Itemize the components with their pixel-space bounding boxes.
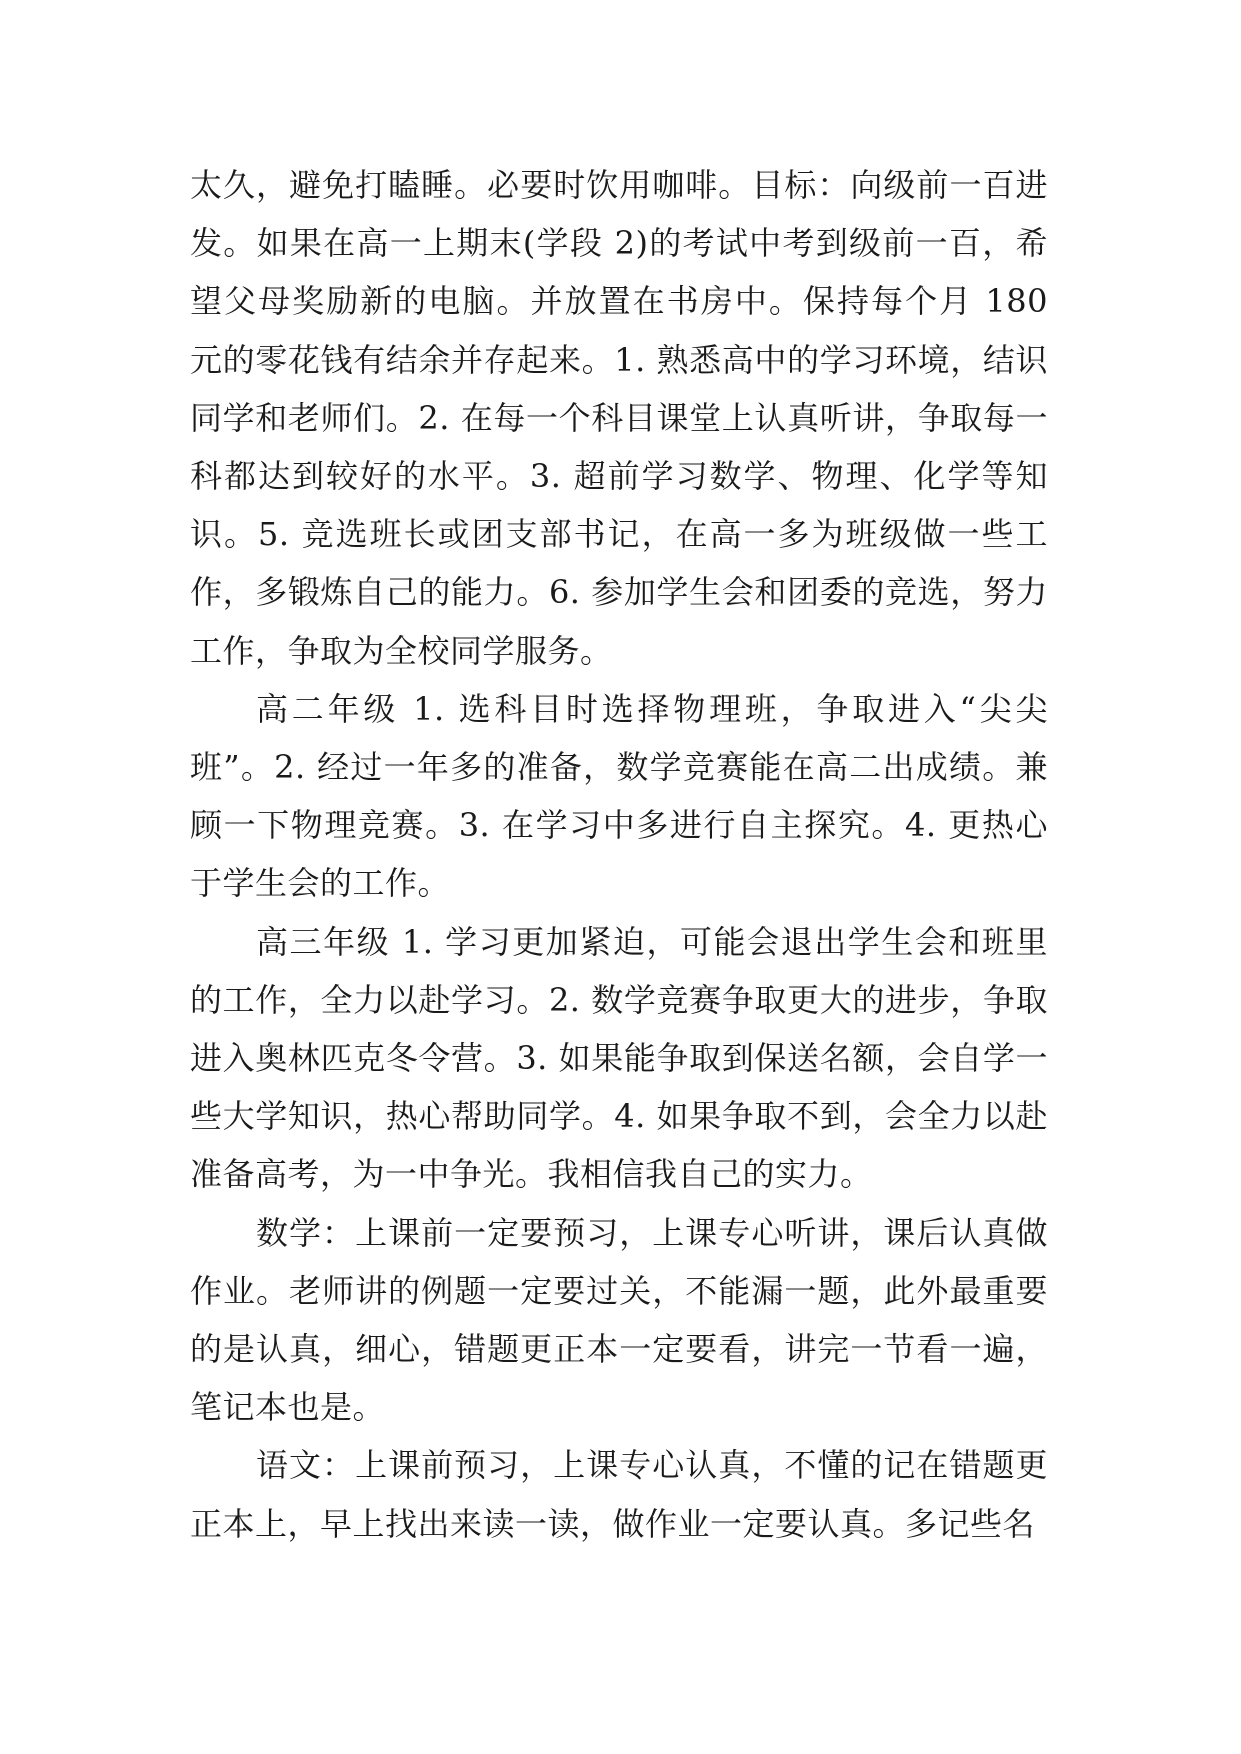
paragraph-grade-three-plan: 高三年级 1. 学习更加紧迫，可能会退出学生会和班里的工作，全力以赴学习。2. 数学竞赛争取更大的进步，争取进入奥林匹克冬令营。3. 如果能争取到保送名额，会自学一些大学知识，热心帮助同学。4. 如果争取不到，会全力以赴准备高考，为一中争光。我相信我自己的实力。 [190,922,1048,1194]
paragraph-study-habits-goals: 太久，避免打瞌睡。必要时饮用咖啡。目标：向级前一百进发。如果在高一上期末(学段 2)的考试中考到级前一百，希望父母奖励新的电脑。并放置在书房中。保持每个月 180 元的零花钱有结余并存起来。1. 熟悉高中的学习环境，结识同学和老师们。2. 在每一个科目课堂上认真听讲，争取每一科都达到较好的水平。3. 超前学习数学、物理、化学等知识。5. 竞选班长或团支部书记，在高一多为班级做一些工作，多锻炼自己的能力。6. 参加学生会和团委的竞选，努力工作，争取为全校同学服务。 [190,166,1048,670]
document-page [190,156,1048,1553]
paragraph-math-method: 数学：上课前一定要预习，上课专心听讲，课后认真做作业。老师讲的例题一定要过关，不能漏一题，此外最重要的是认真，细心，错题更正本一定要看，讲完一节看一遍，笔记本也是。 [190,1213,1048,1427]
paragraph-grade-two-plan: 高二年级 1. 选科目时选择物理班，争取进入“尖尖班”。2. 经过一年多的准备，数学竞赛能在高二出成绩。兼顾一下物理竞赛。3. 在学习中多进行自主探究。4. 更热心于学生会的工作。 [190,689,1048,903]
paragraph-chinese-method: 语文：上课前预习，上课专心认真，不懂的记在错题更正本上，早上找出来读一读，做作业一定要认真。多记些名 [190,1446,1048,1543]
